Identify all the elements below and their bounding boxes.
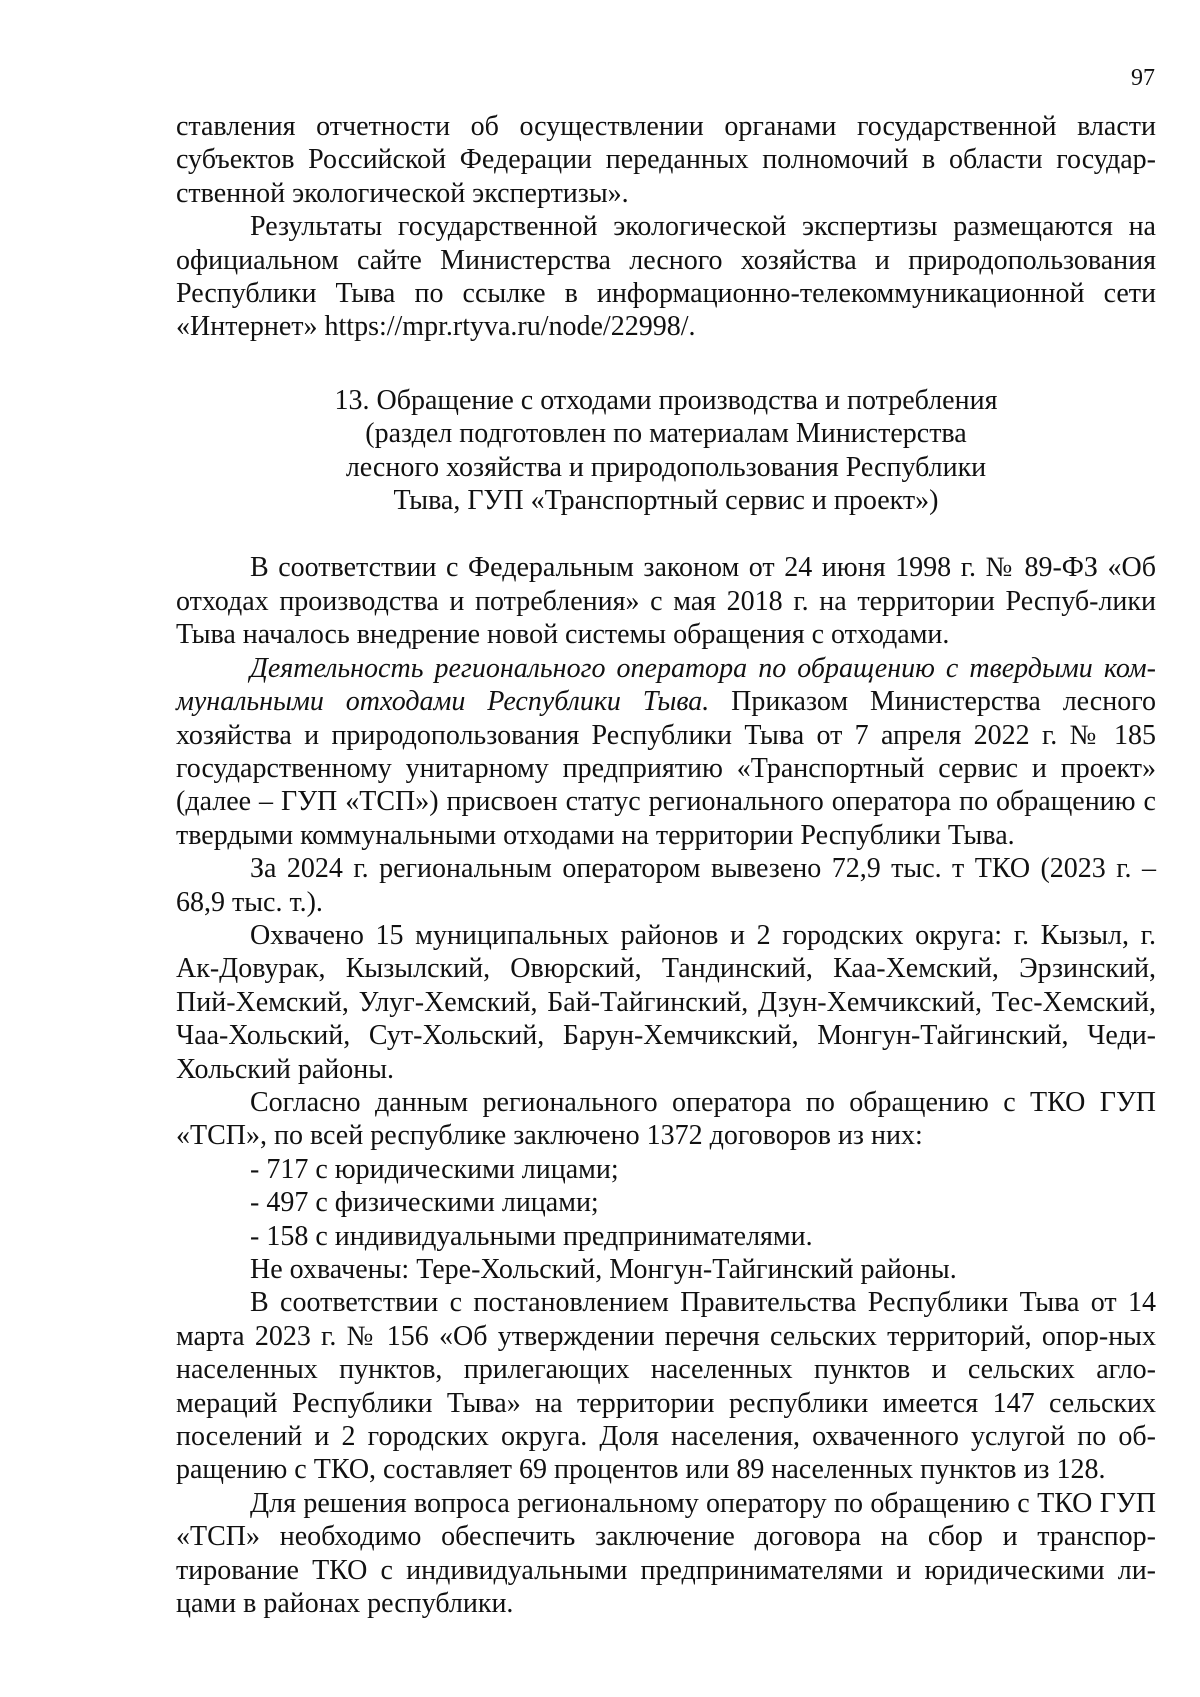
section-heading-source-line-1: (раздел подготовлен по материалам Министерства (365, 418, 967, 450)
document-body (176, 110, 1156, 1620)
list-item-entrepreneurs: - 158 с индивидуальными предпринимателями. (250, 1220, 813, 1252)
list-item-legal-entities: - 717 с юридическими лицами; (250, 1153, 619, 1185)
paragraph-covered-districts: Охвачено 15 муниципальных районов и 2 городских округа: г. Кызыл, г. Ак-Довурак, Кызылский, Овюрский, Тандинский, Каа-Хемский, Эрзинский, Пий-Хемский, Улуг-Хемский, Бай-Тайгинский, Дзун-Хемчикский, Тес-Хемский, Чаа-Хольский, Сут-Хольский, Барун-Хемчикский, Монгун-Тайгинский, Чеди-Хольский районы. (176, 919, 1156, 1085)
paragraph-contracts: Согласно данным регионального оператора по обращению с ТКО ГУП «ТСП», по всей республике заключено 1372 договоров из них: (176, 1086, 1156, 1152)
regional-operator-text: Приказом Министерства лесного хозяйства и природопользования Республики Тыва от 7 апреля 2022 г. № 185 государственному унитарному предприятию «Транспортный сервис и проект» (далее – ГУП «ТСП») присвоен статус регионального оператора по обращению с твердыми коммунальными отходами на территории Республики Тыва. (176, 686, 1156, 851)
paragraph-federal-law: В соответствии с Федеральным законом от 24 июня 1998 г. № 89-ФЗ «Об отходах производства и потребления» с мая 2018 г. на территории Респуб-лики Тыва началось внедрение новой системы обращения с отходами. (176, 552, 1156, 651)
paragraph-regional-operator (176, 652, 1156, 852)
paragraph-solution: Для решения вопроса региональному оператору по обращению с ТКО ГУП «ТСП» необходимо обеспечить заключение договора на сбор и транспор-тирование ТКО с индивидуальными предпринимателями и юридическими ли-цами в районах республики. (176, 1487, 1156, 1620)
section-heading-source-line-2: лесного хозяйства и природопользования Республики (345, 451, 987, 483)
section-heading-title: 13. Обращение с отходами производства и потребления (334, 384, 998, 416)
regional-operator-italic-lead: Деятельность регионального оператора по обращению с твердыми ком-мунальными отходами Республики Тыва. (176, 652, 1156, 718)
paragraph-waste-removed: За 2024 г. региональным оператором вывезено 72,9 тыс. т ТКО (2023 г. – 68,9 тыс. т.). (176, 853, 1156, 918)
paragraph-expertise-reporting: ставления отчетности об осуществлении органами государственной власти субъектов Российской Федерации переданных полномочий в области государ-ственной экологической экспертизы». (176, 111, 1156, 209)
section-heading-source-line-3: Тыва, ГУП «Транспортный сервис и проект») (393, 485, 939, 517)
paragraph-expertise-results: Результаты государственной экологической экспертизы размещаются на официальном сайте Министерства лесного хозяйства и природопользования Республики Тыва по ссылке в информационно-телекоммуникационной сети «Интернет» https://mpr.rtyva.ru/node/22998/. (176, 211, 1156, 343)
section-heading (176, 384, 1156, 518)
paragraph-government-decree: В соответствии с постановлением Правительства Республики Тыва от 14 марта 2023 г. № 156 «Об утверждении перечня сельских территорий, опор-ных населенных пунктов, прилегающих населенных пунктов и сельских агло-мераций Республики Тыва» на территории республики имеется 147 сельских поселений и 2 городских округа. Доля населения, охваченного услугой по об-ращению с ТКО, составляет 69 процентов или 89 населенных пунктов из 128. (176, 1287, 1156, 1486)
paragraph-not-covered: Не охвачены: Тере-Хольский, Монгун-Тайгинский районы. (250, 1254, 957, 1285)
page-number: 97 (1131, 65, 1155, 91)
list-item-individuals: - 497 с физическими лицами; (250, 1187, 599, 1219)
